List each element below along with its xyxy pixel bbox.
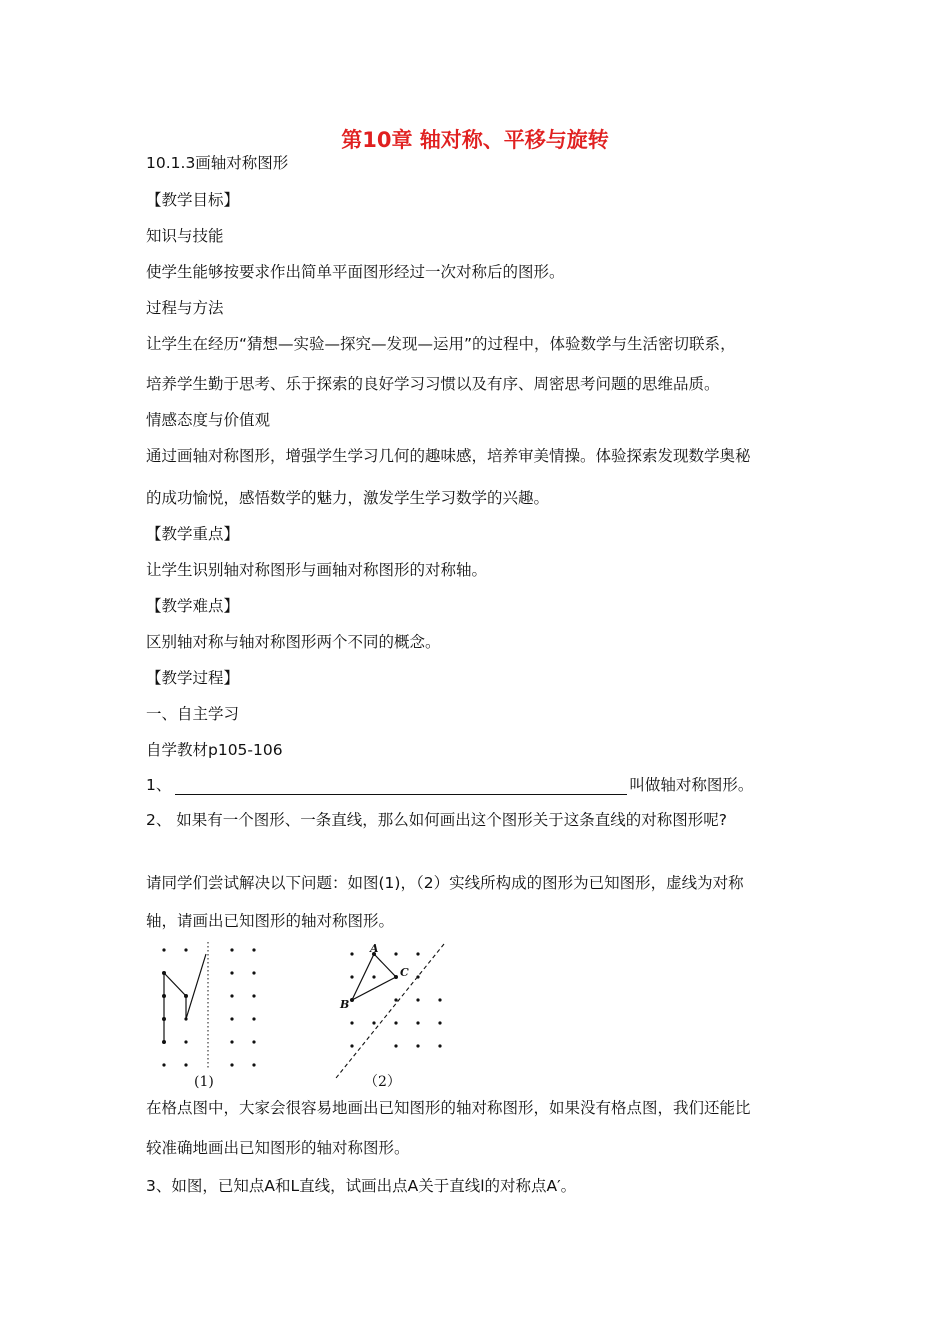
task-text-1: 请同学们尝试解决以下问题：如图(1)，（2）实线所构成的图形为已知图形，虚线为对称 (146, 874, 744, 892)
figure-2 (330, 940, 460, 1090)
question-1 (146, 775, 753, 795)
question-2: 2、 如果有一个图形、一条直线，那么如何画出这个图形关于这条直线的对称图形呢? (146, 811, 728, 829)
emotion-text-2: 的成功愉悦，感悟数学的魅力，激发学生学习数学的兴趣。 (146, 489, 550, 507)
question-3: 3、如图，已知点A和L直线，试画出点A关于直线l的对称点A′。 (146, 1177, 577, 1195)
key-points-text: 让学生识别轴对称图形与画轴对称图形的对称轴。 (146, 561, 488, 579)
self-study-heading: 一、自主学习 (146, 705, 240, 723)
question-1-suffix: 叫做轴对称图形。 (629, 776, 754, 794)
knowledge-skills-text: 使学生能够按要求作出简单平面图形经过一次对称后的图形。 (146, 263, 565, 281)
process-method-heading: 过程与方法 (146, 299, 224, 317)
point-c-label: C (400, 966, 409, 979)
knowledge-skills-heading: 知识与技能 (146, 227, 224, 245)
difficulty-heading: 【教学难点】 (146, 597, 240, 615)
figure-1-shape (164, 954, 206, 1042)
section-heading: 10.1.3画轴对称图形 (146, 154, 289, 172)
teaching-goals-heading: 【教学目标】 (146, 191, 240, 209)
process-method-text-1: 让学生在经历“猜想—实验—探究—发现—运用”的过程中，体验数学与生活密切联系， (146, 335, 736, 353)
emotion-heading: 情感态度与价值观 (146, 411, 271, 429)
figure-2-axis (336, 944, 444, 1078)
point-b-label: B (340, 998, 350, 1011)
task-text-2: 轴，请画出已知图形的轴对称图形。 (146, 912, 395, 930)
difficulty-text: 区别轴对称与轴对称图形两个不同的概念。 (146, 633, 441, 651)
process-method-text-2: 培养学生勤于思考、乐于探索的良好学习习惯以及有序、周密思考问题的思维品质。 (146, 375, 720, 393)
figure-1-grid (162, 948, 255, 1066)
figure-1-label: (1) (194, 1074, 214, 1090)
textbook-pages: 自学教材p105-106 (146, 741, 283, 759)
question-1-number: 1、 (146, 776, 172, 794)
fill-in-blank[interactable] (175, 778, 627, 795)
figure-1 (150, 940, 260, 1090)
figure-2-label: （2） (364, 1074, 401, 1090)
after-text-2: 较准确地画出已知图形的轴对称图形。 (146, 1139, 410, 1157)
point-a-label: A (370, 942, 379, 955)
process-heading: 【教学过程】 (146, 669, 240, 687)
chapter-title: 第10章 轴对称、平移与旋转 (341, 128, 609, 152)
after-text-1: 在格点图中，大家会很容易地画出已知图形的轴对称图形，如果没有格点图，我们还能比 (146, 1099, 751, 1117)
figure-2-grid (350, 952, 441, 1047)
key-points-heading: 【教学重点】 (146, 525, 240, 543)
emotion-text-1: 通过画轴对称图形，增强学生学习几何的趣味感，培养审美情操。体验探索发现数学奥秘 (146, 447, 751, 465)
